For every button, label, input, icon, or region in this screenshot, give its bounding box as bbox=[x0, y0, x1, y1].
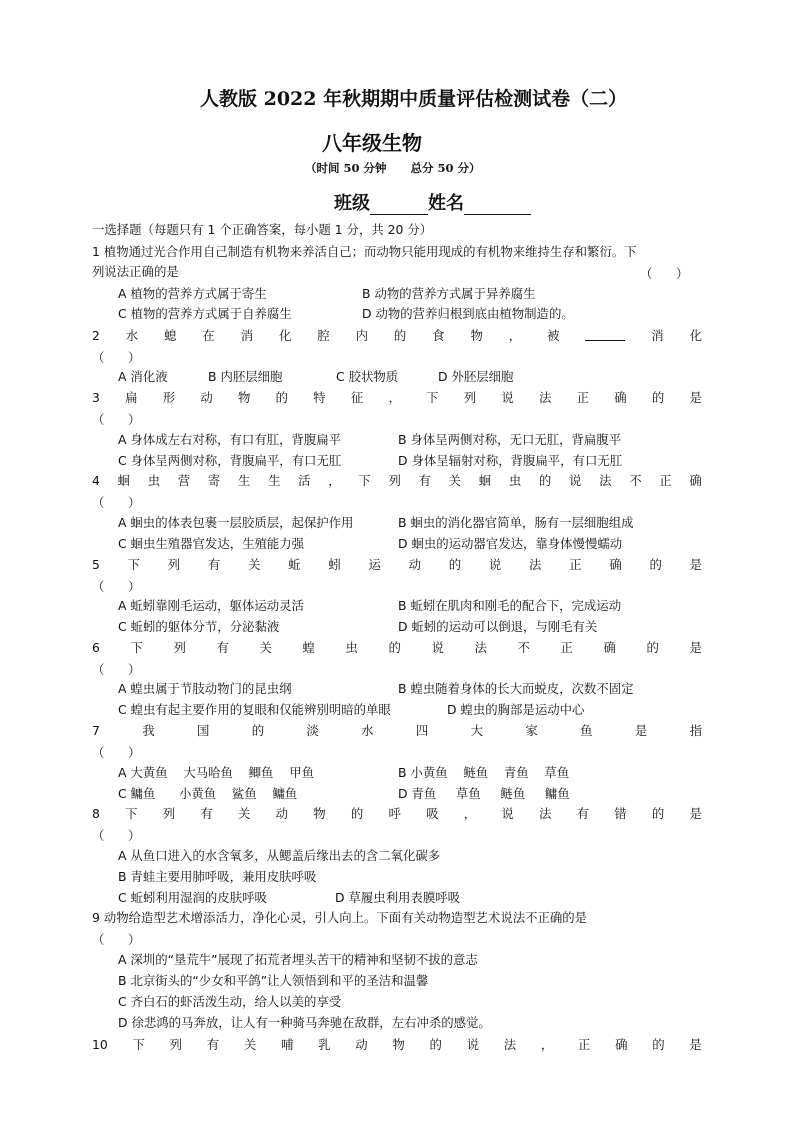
q5-word: 确 bbox=[609, 557, 622, 572]
q5-word: 说 bbox=[488, 557, 502, 572]
q4-word: ， bbox=[328, 473, 341, 488]
q8-word: 法 bbox=[539, 806, 552, 821]
q8-option-b[interactable]: B 青蛙主要用肺呼吸，兼用皮肤呼吸 bbox=[118, 869, 317, 884]
q8-word: 列 bbox=[162, 806, 176, 821]
q10-word: 是 bbox=[689, 1037, 702, 1052]
q3-option-d[interactable]: D 身体呈辐射对称，背腹扁平，有口无肛 bbox=[398, 453, 623, 468]
q2-option-a[interactable]: A 消化液 bbox=[118, 369, 168, 384]
q4-option-a[interactable]: A 蛔虫的体表包裹一层胶质层，起保护作用 bbox=[118, 515, 354, 530]
q6-stem bbox=[92, 640, 702, 656]
q4-word: 法 bbox=[599, 473, 612, 488]
q5-answer-blank[interactable]: （ ） bbox=[92, 579, 141, 594]
q7-word: 指 bbox=[689, 723, 702, 738]
q4-word: 的 bbox=[538, 473, 552, 488]
exam-title: 人教版 2022 年秋期期中质量评估检测试卷（二） bbox=[200, 88, 628, 110]
q7-word: 淡 bbox=[306, 723, 319, 738]
q9-answer-blank[interactable]: （ ） bbox=[92, 932, 141, 947]
q4-word: 虫 bbox=[147, 473, 161, 488]
q8-option-c[interactable]: C 蚯蚓利用湿润的皮肤呼吸 bbox=[118, 890, 267, 905]
q6-word: 虫 bbox=[345, 640, 358, 655]
q4-word: 4 bbox=[92, 473, 100, 488]
q5-word: 法 bbox=[529, 557, 542, 572]
q8-option-a[interactable]: A 从鱼口进入的水含氧多，从鳃盖后缘出去的含二氧化碳多 bbox=[118, 848, 441, 863]
q3-word: 征 bbox=[350, 390, 364, 405]
q4-word: 说 bbox=[569, 473, 582, 488]
q8-word: 动 bbox=[275, 806, 289, 821]
q3-word: 列 bbox=[463, 390, 477, 405]
q7-option-a[interactable]: A 大黄鱼 大马哈鱼 鲫鱼 甲鱼 bbox=[118, 765, 314, 780]
q1-stem-line1: 1 植物通过光合作用自己制造有机物来养活自己；而动物只能用现成的有机物来维持生存和繁衍。下 bbox=[92, 244, 637, 259]
q4-word: 正 bbox=[659, 473, 672, 488]
q4-word: 列 bbox=[388, 473, 401, 488]
q7-option-d[interactable]: D 青鱼 草鱼 鲢鱼 鳙鱼 bbox=[398, 786, 570, 801]
q10-word: 确 bbox=[615, 1037, 628, 1052]
q4-word: 关 bbox=[448, 473, 462, 488]
q2-word: 消 bbox=[651, 328, 664, 343]
q5-option-c[interactable]: C 蚯蚓的躯体分节，分泌黏液 bbox=[118, 619, 280, 634]
q4-word: 生 bbox=[237, 473, 251, 488]
q3-word: 的 bbox=[651, 390, 665, 405]
q8-word: ， bbox=[463, 806, 477, 821]
q10-word: 哺 bbox=[281, 1037, 294, 1052]
q8-word: 的 bbox=[350, 806, 364, 821]
q8-word: 错 bbox=[614, 806, 627, 821]
q6-option-a[interactable]: A 蝗虫属于节肢动物门的昆虫纲 bbox=[118, 681, 292, 696]
q9-option-a[interactable]: A 深圳的“垦荒牛”展现了拓荒者埋头苦干的精神和坚韧不拔的意志 bbox=[118, 952, 478, 967]
q6-word: 蝗 bbox=[302, 640, 315, 655]
q4-option-c[interactable]: C 蛔虫生殖器官发达，生殖能力强 bbox=[118, 536, 305, 551]
q5-word: 蚓 bbox=[328, 557, 341, 572]
q7-answer-blank[interactable]: （ ） bbox=[92, 745, 141, 760]
q3-option-a[interactable]: A 身体成左右对称，有口有肛，背腹扁平 bbox=[118, 432, 342, 447]
q2-word: 物 bbox=[470, 328, 483, 343]
q3-word: 扁 bbox=[125, 390, 138, 405]
q10-word: 说 bbox=[466, 1037, 480, 1052]
q8-word: 下 bbox=[125, 806, 138, 821]
q7-word: 四 bbox=[415, 723, 429, 738]
q3-word: 说 bbox=[501, 390, 514, 405]
q4-word: 虫 bbox=[508, 473, 522, 488]
q9-option-c[interactable]: C 齐白石的虾活泼生动，给人以美的享受 bbox=[118, 994, 342, 1009]
q5-option-a[interactable]: A 蚯蚓靠刚毛运动，躯体运动灵活 bbox=[118, 598, 304, 613]
q7-word: 大 bbox=[470, 723, 484, 738]
q7-word: 7 bbox=[92, 723, 100, 738]
name-label: 姓名 bbox=[428, 193, 464, 214]
q7-word: 鱼 bbox=[580, 723, 593, 738]
q6-word: 不 bbox=[517, 640, 530, 655]
name-blank[interactable] bbox=[464, 196, 531, 215]
q10-word: 乳 bbox=[318, 1037, 331, 1052]
q5-stem bbox=[92, 557, 702, 573]
q5-word: 有 bbox=[207, 557, 221, 572]
q2-word: 内 bbox=[355, 328, 368, 343]
q5-word: 列 bbox=[167, 557, 181, 572]
q4-word: 不 bbox=[629, 473, 642, 488]
q6-option-d[interactable]: D 蝗虫的胸部是运动中心 bbox=[447, 702, 585, 717]
q2-option-b[interactable]: B 内胚层细胞 bbox=[208, 369, 283, 384]
q6-word: 有 bbox=[216, 640, 229, 655]
q2-word: 的 bbox=[393, 328, 407, 343]
q5-word: 5 bbox=[92, 557, 100, 572]
q6-answer-blank[interactable]: （ ） bbox=[92, 662, 141, 677]
q4-word: 生 bbox=[268, 473, 281, 488]
q2-word: 在 bbox=[202, 328, 215, 343]
q4-word: 蛔 bbox=[117, 473, 130, 488]
q6-word: 下 bbox=[130, 640, 143, 655]
q10-word: ， bbox=[540, 1037, 554, 1052]
q4-option-d[interactable]: D 蛔虫的运动器官发达，靠身体慢慢蠕动 bbox=[398, 536, 623, 551]
q7-option-b[interactable]: B 小黄鱼 鲢鱼 青鱼 草鱼 bbox=[398, 765, 570, 780]
q3-word: 是 bbox=[689, 390, 702, 405]
q9-option-d[interactable]: D 徐悲鸿的马奔放，让人有一种骑马奔驰在敌群，左右冲杀的感觉。 bbox=[118, 1015, 491, 1030]
q6-word: 说 bbox=[431, 640, 444, 655]
q4-answer-blank[interactable]: （ ） bbox=[92, 495, 141, 510]
q5-word: 是 bbox=[689, 557, 702, 572]
q8-word: 的 bbox=[651, 806, 665, 821]
q7-word: 水 bbox=[361, 723, 374, 738]
q3-word: 法 bbox=[539, 390, 552, 405]
q3-word: 下 bbox=[426, 390, 439, 405]
q4-word: 下 bbox=[358, 473, 371, 488]
q10-word: 下 bbox=[132, 1037, 145, 1052]
q9-stem: 9 动物给造型艺术增添活力，净化心灵，引人向上。下面有关动物造型艺术说法不正确的是 bbox=[92, 910, 588, 925]
q8-word: 8 bbox=[92, 806, 100, 821]
q1-option-a[interactable]: A 植物的营养方式属于寄生 bbox=[118, 286, 267, 301]
q10-word: 正 bbox=[578, 1037, 591, 1052]
q2-word: 2 bbox=[92, 328, 100, 343]
q4-option-b[interactable]: B 蛔虫的消化器官简单，肠有一层细胞组成 bbox=[398, 515, 634, 530]
q2-stem bbox=[92, 328, 702, 344]
q2-word: 消 bbox=[240, 328, 254, 343]
q8-word: 有 bbox=[200, 806, 213, 821]
q4-word: 营 bbox=[177, 473, 191, 488]
q8-word: 关 bbox=[238, 806, 251, 821]
class-name-row bbox=[334, 189, 531, 215]
q2-word: 螅 bbox=[164, 328, 177, 343]
q10-word: 的 bbox=[652, 1037, 665, 1052]
q8-word: 有 bbox=[576, 806, 590, 821]
q8-option-d[interactable]: D 草履虫利用表膜呼吸 bbox=[335, 890, 460, 905]
q6-word: 关 bbox=[259, 640, 272, 655]
q2-word: 食 bbox=[432, 328, 445, 343]
q10-word: 的 bbox=[429, 1037, 442, 1052]
q4-word: 活 bbox=[298, 473, 311, 488]
q7-word: 我 bbox=[142, 723, 155, 738]
q8-answer-blank[interactable]: （ ） bbox=[92, 828, 141, 843]
q4-word: 寄 bbox=[207, 473, 221, 488]
q2-word: 化 bbox=[278, 328, 292, 343]
q10-word: 动 bbox=[355, 1037, 368, 1052]
q6-word: 的 bbox=[646, 640, 659, 655]
q3-word: 3 bbox=[92, 390, 100, 405]
exam-subtitle: 八年级生物 bbox=[322, 131, 422, 155]
q3-word: 特 bbox=[313, 390, 326, 405]
q3-word: 形 bbox=[162, 390, 176, 405]
q2-answer-blank[interactable]: （ ） bbox=[92, 350, 141, 365]
q2-word: 化 bbox=[689, 328, 702, 343]
q8-word: 呼 bbox=[388, 806, 401, 821]
q1-option-b[interactable]: B 动物的营养方式属于异养腐生 bbox=[362, 286, 536, 301]
q1-option-d[interactable]: D 动物的营养归根到底由植物制造的。 bbox=[362, 306, 574, 321]
q10-word: 有 bbox=[206, 1037, 220, 1052]
q2-word: 腔 bbox=[317, 328, 330, 343]
q5-word: 蚯 bbox=[288, 557, 301, 572]
q2-word: 水 bbox=[125, 328, 139, 343]
q6-word: 列 bbox=[173, 640, 186, 655]
q8-stem bbox=[92, 806, 702, 822]
q5-word: 的 bbox=[448, 557, 462, 572]
q8-word: 物 bbox=[313, 806, 326, 821]
q1-stem-line2: 列说法正确的是 bbox=[92, 264, 179, 279]
q3-option-c[interactable]: C 身体呈两侧对称，背腹扁平，有口无肛 bbox=[118, 453, 342, 468]
q2-word: 被 bbox=[547, 328, 560, 343]
q10-word: 关 bbox=[243, 1037, 257, 1052]
q2-option-c[interactable]: C 胶状物质 bbox=[336, 369, 399, 384]
q1-answer-blank[interactable]: （ ） bbox=[640, 266, 689, 281]
q10-word: 10 bbox=[92, 1037, 108, 1052]
q5-word: 下 bbox=[127, 557, 141, 572]
q5-option-b[interactable]: B 蚯蚓在肌肉和刚毛的配合下，完成运动 bbox=[398, 598, 622, 613]
q7-word: 的 bbox=[251, 723, 265, 738]
q5-option-d[interactable]: D 蚯蚓的运动可以倒退，与刚毛有关 bbox=[398, 619, 598, 634]
q8-word: 吸 bbox=[426, 806, 439, 821]
q4-stem bbox=[92, 473, 702, 489]
q3-word: 的 bbox=[275, 390, 289, 405]
q8-word: 是 bbox=[689, 806, 702, 821]
q2-word: ， bbox=[508, 328, 522, 343]
q3-stem bbox=[92, 390, 702, 406]
class-blank[interactable] bbox=[370, 196, 428, 215]
q6-option-c[interactable]: C 蝗虫有起主要作用的复眼和仅能辨别明暗的单眼 bbox=[118, 702, 391, 717]
q6-word: 法 bbox=[474, 640, 487, 655]
q5-word: 的 bbox=[649, 557, 662, 572]
q5-word: 正 bbox=[569, 557, 582, 572]
class-label: 班级 bbox=[334, 193, 370, 214]
q7-word: 是 bbox=[634, 723, 648, 738]
q4-word: 确 bbox=[689, 473, 702, 488]
q5-word: 动 bbox=[408, 557, 422, 572]
exam-meta: （时间 50 分钟 总分 50 分） bbox=[305, 161, 481, 175]
q7-word: 家 bbox=[525, 723, 538, 738]
q10-word: 法 bbox=[503, 1037, 517, 1052]
q3-word: 正 bbox=[576, 390, 590, 405]
q6-word: 正 bbox=[560, 640, 573, 655]
q2-fill-blank[interactable] bbox=[585, 328, 625, 341]
q5-word: 关 bbox=[248, 557, 261, 572]
q4-word: 蛔 bbox=[478, 473, 492, 488]
q7-word: 国 bbox=[196, 723, 210, 738]
section-heading: 一选择题（每题只有 1 个正确答案，每小题 1 分，共 20 分） bbox=[92, 222, 433, 237]
q5-word: 运 bbox=[368, 557, 381, 572]
q8-word: 说 bbox=[501, 806, 514, 821]
q3-word: 动 bbox=[200, 390, 213, 405]
q2-option-d[interactable]: D 外胚层细胞 bbox=[438, 369, 514, 384]
q6-word: 6 bbox=[92, 640, 100, 655]
q6-word: 确 bbox=[603, 640, 616, 655]
q3-word: 确 bbox=[614, 390, 627, 405]
q6-option-b[interactable]: B 蝗虫随着身体的长大而蜕皮，次数不固定 bbox=[398, 681, 634, 696]
q7-option-c[interactable]: C 鳙鱼 小黄鱼 鲨鱼 鳙鱼 bbox=[118, 786, 298, 801]
q4-word: 有 bbox=[418, 473, 431, 488]
q10-stem bbox=[92, 1037, 702, 1053]
q3-answer-blank[interactable]: （ ） bbox=[92, 412, 141, 427]
q7-stem bbox=[92, 723, 702, 739]
q10-word: 列 bbox=[169, 1037, 183, 1052]
q3-word: 物 bbox=[238, 390, 251, 405]
q10-word: 物 bbox=[392, 1037, 405, 1052]
q3-option-b[interactable]: B 身体呈两侧对称，无口无肛，背扁腹平 bbox=[398, 432, 622, 447]
q3-word: ， bbox=[388, 390, 401, 405]
q6-word: 的 bbox=[388, 640, 401, 655]
q9-option-b[interactable]: B 北京街头的“少女和平鸽”让人领悟到和平的圣洁和温馨 bbox=[118, 973, 429, 988]
q6-word: 是 bbox=[689, 640, 702, 655]
q1-option-c[interactable]: C 植物的营养方式属于自养腐生 bbox=[118, 306, 292, 321]
